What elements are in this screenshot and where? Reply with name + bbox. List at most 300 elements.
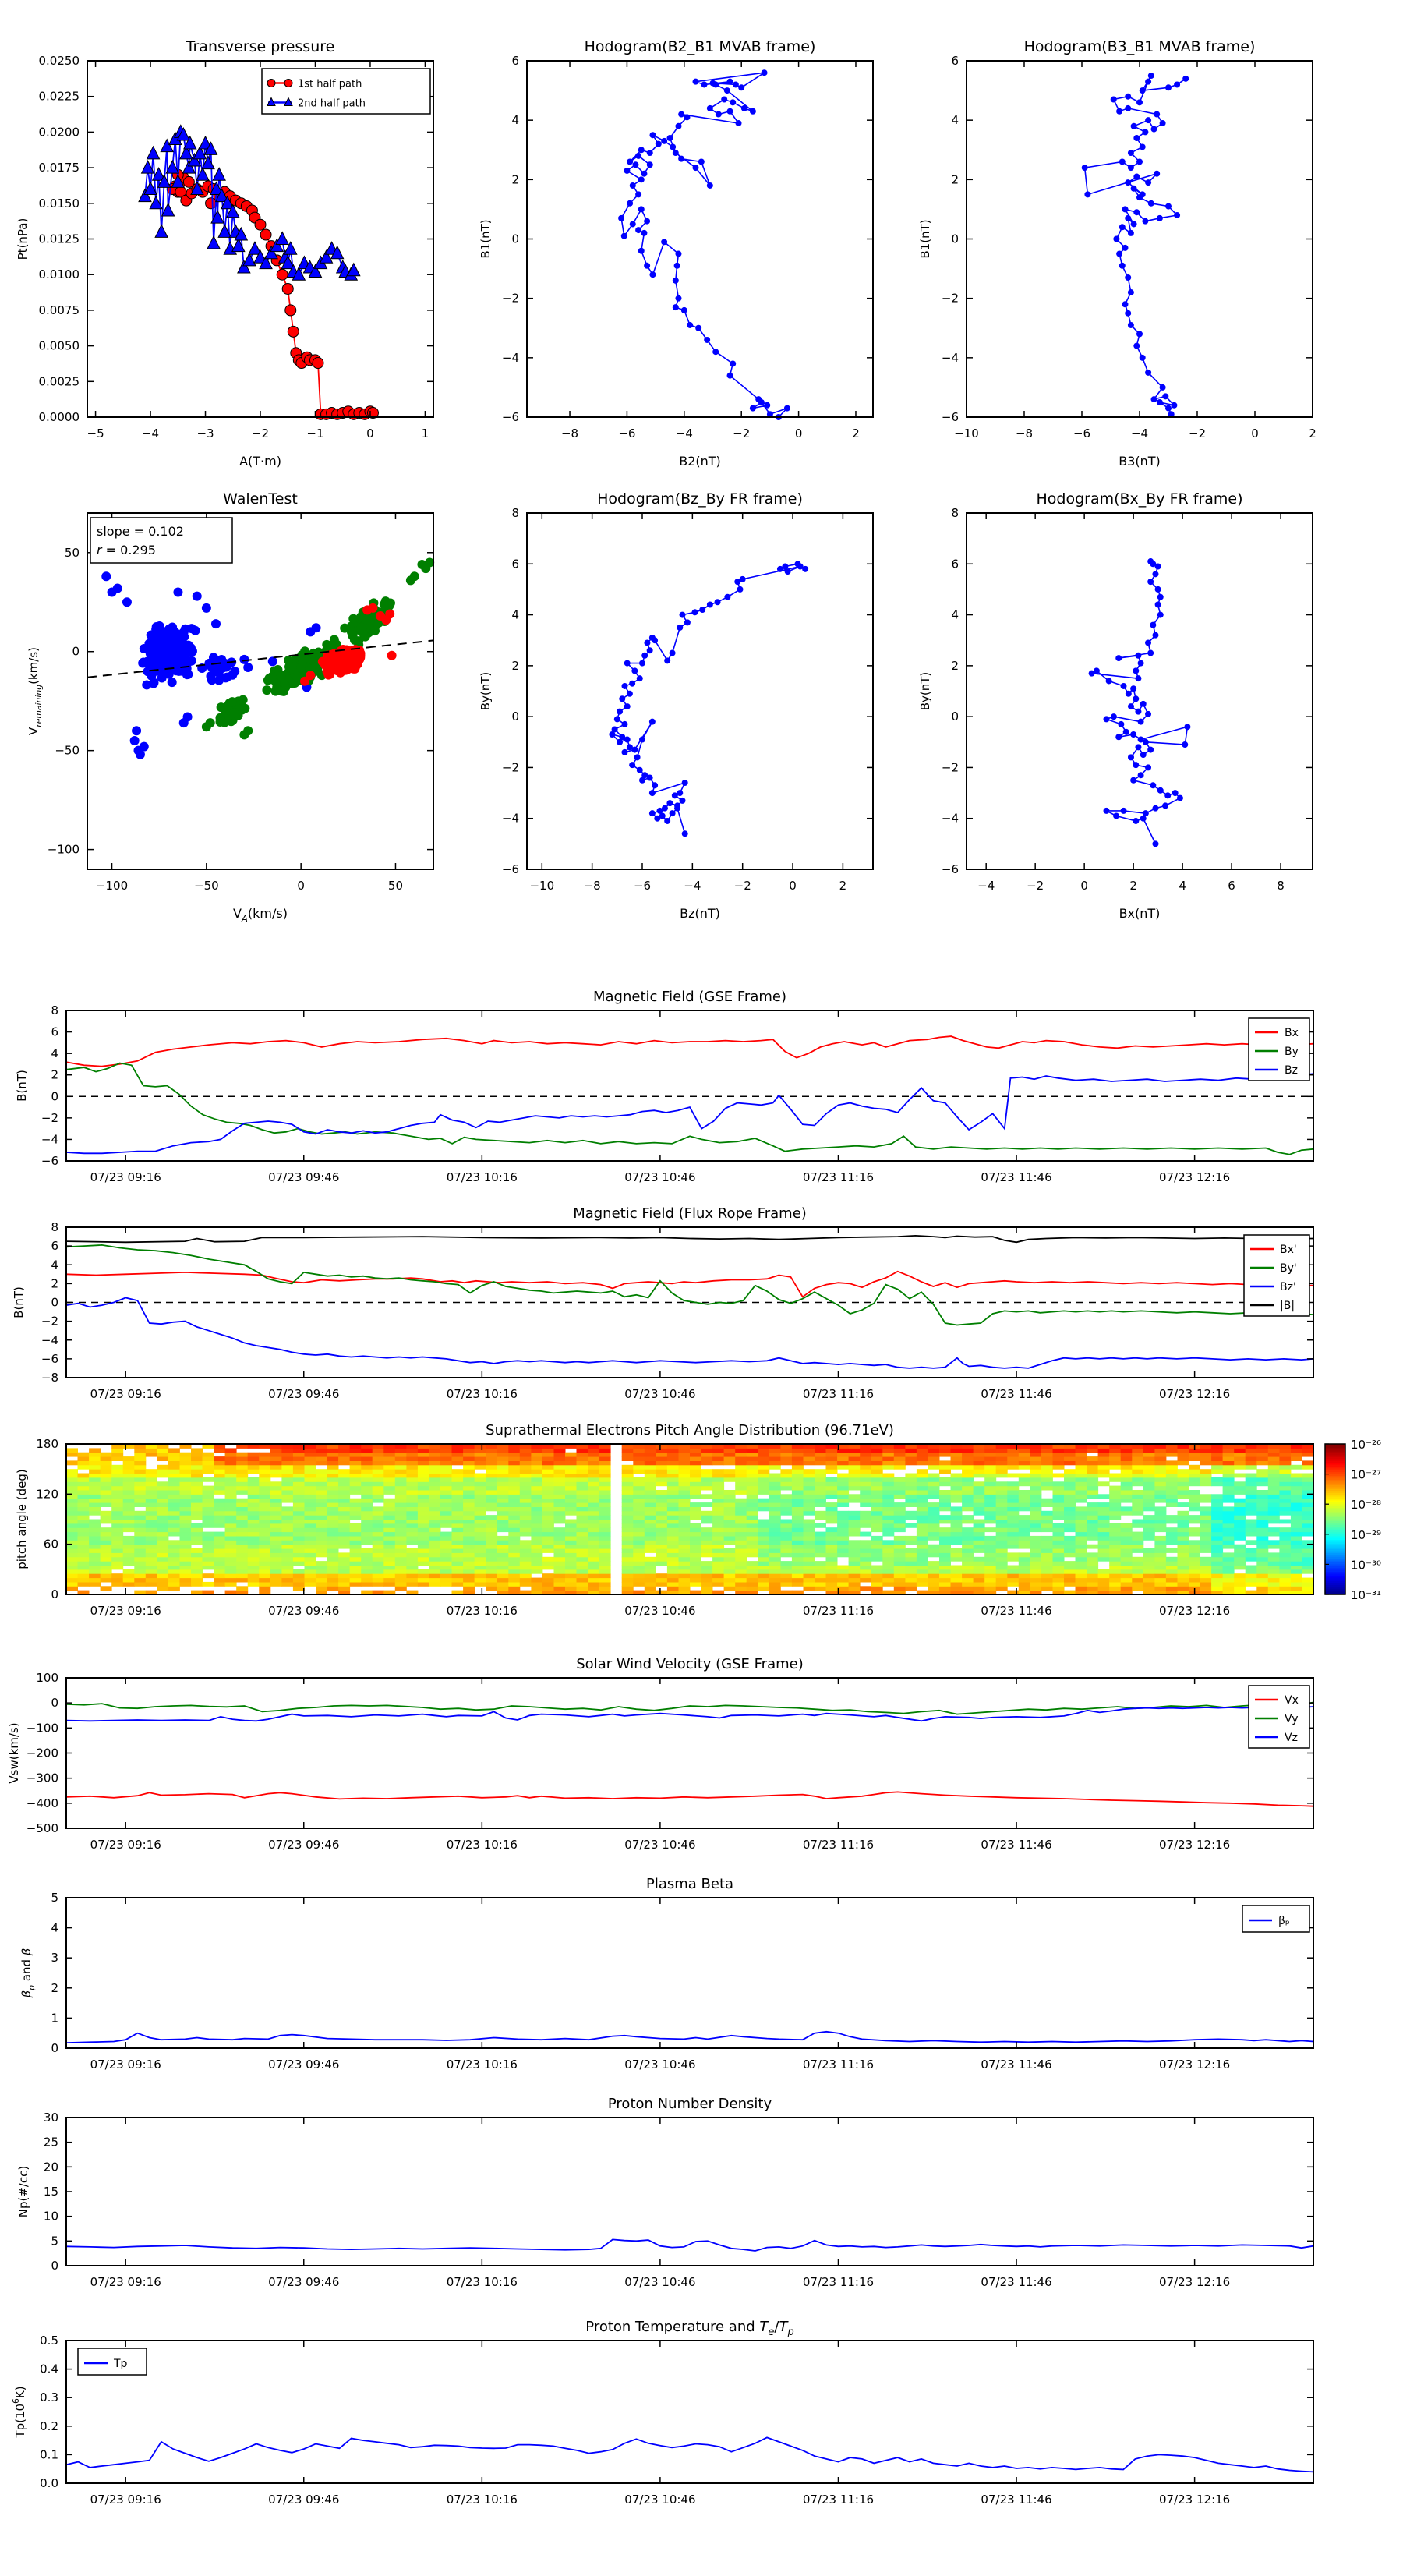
heatmap-cell [1166,1586,1178,1591]
heatmap-cell [894,1536,906,1541]
marker-triangle [213,168,225,180]
heatmap-cell [1087,1506,1098,1511]
heatmap-cell [418,1474,429,1478]
heatmap-cell [1064,1499,1076,1503]
heatmap-cell [281,1490,293,1495]
heatmap-cell [542,1502,554,1507]
heatmap-cell [1246,1548,1257,1553]
heatmap-cell [588,1540,599,1545]
heatmap-cell [724,1456,736,1461]
heatmap-cell [758,1527,769,1532]
heatmap-cell [508,1515,520,1520]
heatmap-cell [1132,1469,1143,1474]
heatmap-cell [860,1552,871,1557]
heatmap-cell [837,1515,849,1520]
heatmap-cell [1121,1448,1133,1453]
heatmap-cell [974,1578,985,1583]
heatmap-cell [735,1474,747,1478]
heatmap-cell [679,1453,691,1457]
heatmap-cell [305,1548,316,1553]
hodogram-point [1136,158,1143,165]
heatmap-cell [962,1548,974,1553]
heatmap-cell [1121,1569,1133,1574]
heatmap-cell [157,1578,168,1583]
heatmap-cell [1098,1545,1110,1549]
heatmap-cell [656,1578,667,1583]
heatmap-cell [860,1511,871,1516]
heatmap-cell [373,1448,384,1453]
heatmap-cell [134,1460,146,1465]
heatmap-cell [203,1520,214,1524]
heatmap-cell [667,1566,679,1570]
hodogram-point [609,731,615,738]
marker-circle [282,283,293,294]
heatmap-cell [350,1506,362,1511]
heatmap-cell [531,1499,542,1503]
heatmap-cell [962,1520,974,1524]
heatmap-cell [804,1586,815,1591]
heatmap-cell [1143,1552,1155,1557]
heatmap-cell [939,1573,951,1578]
heatmap-cell [1154,1578,1166,1583]
heatmap-cell [577,1506,588,1511]
heatmap-cell [928,1448,940,1453]
hodogram-point [1145,179,1151,186]
heatmap-cell [1041,1511,1053,1516]
heatmap-cell [939,1502,951,1507]
hodogram-point [1111,97,1117,103]
hodogram-point [649,132,656,138]
heatmap-cell [508,1545,520,1549]
heatmap-cell [520,1548,532,1553]
heatmap-cell [962,1545,974,1549]
heatmap-cell [939,1569,951,1574]
heatmap-cell [747,1586,758,1591]
heatmap-cell [747,1578,758,1583]
heatmap-cell [452,1460,464,1465]
heatmap-cell [962,1460,974,1465]
heatmap-cell [1019,1569,1030,1574]
heatmap-cell [236,1477,248,1482]
heatmap-cell [1211,1520,1223,1524]
scatter-point [228,697,237,706]
heatmap-cell [565,1540,577,1545]
panel-walen [27,490,434,924]
heatmap-cell [1007,1536,1019,1541]
heatmap-cell [225,1578,237,1583]
heatmap-cell [622,1502,634,1507]
heatmap-cell [236,1511,248,1516]
heatmap-cell [962,1527,974,1532]
heatmap-cell [974,1557,985,1562]
heatmap-cell [1178,1540,1189,1545]
heatmap-cell [429,1573,441,1578]
heatmap-cell [305,1453,316,1457]
heatmap-cell [951,1511,963,1516]
hodogram-point [777,566,783,572]
heatmap-cell [101,1527,112,1532]
heatmap-cell [214,1545,225,1549]
heatmap-cell [747,1566,758,1570]
heatmap-cell [837,1477,849,1482]
heatmap-cell [248,1460,260,1465]
heatmap-cell [996,1545,1008,1549]
heatmap-cell [429,1527,441,1532]
heatmap-cell [203,1453,214,1457]
heatmap-cell [1279,1586,1291,1591]
heatmap-cell [690,1506,702,1511]
heatmap-cell [520,1506,532,1511]
heatmap-cell [123,1540,135,1545]
heatmap-cell [225,1499,237,1503]
heatmap-cell [180,1561,192,1566]
heatmap-cell [214,1532,225,1537]
y-axis-label: Pt(nPa) [16,218,30,260]
heatmap-cell [815,1474,826,1478]
heatmap-cell [1007,1456,1019,1461]
annotation-slope: slope = 0.102 [97,524,184,539]
heatmap-cell [168,1506,180,1511]
heatmap-cell [361,1453,373,1457]
heatmap-cell [780,1511,792,1516]
heatmap-cell [849,1578,861,1583]
heatmap-cell [520,1502,532,1507]
heatmap-cell [1064,1566,1076,1570]
heatmap-cell [1030,1465,1041,1470]
heatmap-cell [1223,1511,1235,1516]
heatmap-cell [984,1582,996,1587]
heatmap-cell [1121,1540,1133,1545]
hodogram-point [1152,805,1158,812]
heatmap-cell [157,1582,168,1587]
heatmap-cell [690,1481,702,1486]
hodogram-point [675,251,681,257]
heatmap-cell [316,1520,327,1524]
heatmap-cell [248,1540,260,1545]
heatmap-cell [475,1515,486,1520]
heatmap-cell [259,1548,270,1553]
scatter-point [268,656,277,666]
heatmap-cell [758,1456,769,1461]
heatmap-cell [1064,1477,1076,1482]
heatmap-cell [191,1502,203,1507]
heatmap-cell [769,1515,781,1520]
y-tick-label: 0.0050 [39,339,80,353]
scatter-point [296,663,306,672]
heatmap-cell [917,1448,928,1453]
heatmap-cell [123,1494,135,1499]
heatmap-cell [656,1545,667,1549]
heatmap-cell [66,1566,78,1570]
scatter-point [387,651,397,660]
heatmap-cell [769,1578,781,1583]
heatmap-cell [327,1540,339,1545]
heatmap-cell [1268,1477,1280,1482]
heatmap-cell [747,1481,758,1486]
heatmap-cell [826,1515,838,1520]
hodogram-point [1119,224,1126,230]
scatter-point [348,614,358,624]
heatmap-cell [542,1448,554,1453]
heatmap-cell [951,1566,963,1570]
heatmap-cell [270,1582,282,1587]
legend-entry-label: Bz' [1280,1281,1296,1293]
heatmap-cell [894,1573,906,1578]
heatmap-cell [225,1474,237,1478]
scatter-point [175,658,184,667]
heatmap-cell [1234,1456,1246,1461]
hodogram-point [1172,790,1179,796]
hodogram-point [1160,384,1166,391]
marker-circle [277,269,288,280]
heatmap-cell [962,1557,974,1562]
heatmap-cell [1030,1569,1041,1574]
heatmap-cell [792,1532,804,1537]
heatmap-cell [338,1486,350,1491]
heatmap-cell [327,1578,339,1583]
heatmap-cell [395,1536,407,1541]
heatmap-cell [747,1456,758,1461]
heatmap-cell [1256,1477,1268,1482]
x-tick-label: −4 [1131,426,1148,441]
heatmap-cell [849,1582,861,1587]
y-tick-label: 0.0000 [39,410,80,424]
hodogram-point [1157,787,1164,794]
heatmap-cell [928,1477,940,1482]
hodogram-point [635,191,641,197]
heatmap-cell [735,1540,747,1545]
heatmap-cell [134,1474,146,1478]
hodogram-point [1128,754,1134,760]
heatmap-cell [1178,1552,1189,1557]
heatmap-cell [1132,1490,1143,1495]
heatmap-cell [917,1502,928,1507]
heatmap-cell [702,1515,713,1520]
heatmap-cell [1109,1561,1121,1566]
heatmap-cell [780,1540,792,1545]
heatmap-cell [520,1557,532,1562]
heatmap-cell [1019,1566,1030,1570]
heatmap-cell [440,1552,452,1557]
heatmap-cell [520,1561,532,1566]
heatmap-cell [531,1532,542,1537]
heatmap-cell [780,1561,792,1566]
heatmap-cell [452,1520,464,1524]
hodogram-point [675,123,681,129]
heatmap-cell [1234,1552,1246,1557]
heatmap-cell [984,1486,996,1491]
heatmap-cell [316,1586,327,1591]
heatmap-cell [804,1474,815,1478]
heatmap-cell [1279,1566,1291,1570]
heatmap-cell [996,1582,1008,1587]
heatmap-cell [486,1540,497,1545]
heatmap-cell [418,1502,429,1507]
heatmap-cell [373,1506,384,1511]
heatmap-cell [1121,1460,1133,1465]
y-tick-label: 2 [511,172,519,186]
heatmap-cell [327,1552,339,1557]
heatmap-cell [792,1494,804,1499]
heatmap-cell [849,1515,861,1520]
heatmap-cell [236,1490,248,1495]
heatmap-cell [1154,1486,1166,1491]
heatmap-cell [383,1540,395,1545]
heatmap-cell [894,1456,906,1461]
hodogram-point [1140,752,1147,758]
heatmap-cell [577,1536,588,1541]
heatmap-cell [905,1582,917,1587]
heatmap-cell [1007,1520,1019,1524]
heatmap-cell [123,1486,135,1491]
heatmap-cell [1121,1511,1133,1516]
heatmap-cell [293,1502,305,1507]
heatmap-cell [996,1515,1008,1520]
heatmap-cell [1200,1536,1212,1541]
heatmap-cell [101,1494,112,1499]
heatmap-cell [475,1481,486,1486]
heatmap-cell [758,1569,769,1574]
heatmap-cell [962,1474,974,1478]
y-axis-label: $V_{remaining}(km/s)$ [27,647,44,735]
heatmap-cell [1154,1552,1166,1557]
heatmap-cell [1154,1511,1166,1516]
heatmap-cell [769,1566,781,1570]
heatmap-cell [792,1515,804,1520]
heatmap-cell [1223,1520,1235,1524]
heatmap-cell [656,1552,667,1557]
heatmap-cell [508,1494,520,1499]
heatmap-cell [849,1486,861,1491]
hodogram-point [1151,396,1157,402]
heatmap-cell [1030,1460,1041,1465]
heatmap-cell [327,1582,339,1587]
heatmap-cell [565,1552,577,1557]
heatmap-cell [531,1515,542,1520]
hodogram-point [1145,639,1151,646]
heatmap-cell [599,1536,611,1541]
heatmap-cell [1279,1569,1291,1574]
heatmap-cell [1246,1511,1257,1516]
heatmap-cell [1200,1469,1212,1474]
heatmap-cell [1041,1540,1053,1545]
heatmap-cell [542,1474,554,1478]
heatmap-cell [1041,1515,1053,1520]
heatmap-cell [486,1527,497,1532]
heatmap-cell [882,1548,894,1553]
heatmap-cell [542,1540,554,1545]
heatmap-cell [111,1561,123,1566]
heatmap-cell [974,1523,985,1528]
heatmap-cell [1211,1481,1223,1486]
heatmap-cell [712,1557,724,1562]
heatmap-cell [747,1490,758,1495]
heatmap-cell [984,1494,996,1499]
heatmap-cell [1279,1520,1291,1524]
heatmap-cell [860,1474,871,1478]
heatmap-cell [406,1494,418,1499]
heatmap-cell [508,1499,520,1503]
series-first-half [172,175,373,414]
heatmap-cell [452,1523,464,1528]
x-tick-label: 2 [839,879,847,893]
heatmap-cell [146,1536,157,1541]
hodogram-point [684,114,690,120]
heatmap-cell [542,1490,554,1495]
hodogram-point [637,767,643,773]
heatmap-cell [815,1490,826,1495]
heatmap-cell [395,1532,407,1537]
heatmap-cell [520,1566,532,1570]
heatmap-cell [236,1506,248,1511]
heatmap-cell [1234,1481,1246,1486]
heatmap-cell [1143,1453,1155,1457]
heatmap-cell [327,1506,339,1511]
heatmap-cell [1234,1566,1246,1570]
heatmap-cell [89,1511,101,1516]
heatmap-cell [248,1520,260,1524]
heatmap-cell [327,1532,339,1537]
heatmap-cell [1076,1582,1087,1587]
heatmap-cell [1234,1523,1246,1528]
heatmap-cell [939,1545,951,1549]
heatmap-cell [712,1527,724,1532]
heatmap-cell [486,1490,497,1495]
hodogram-point [1154,111,1160,118]
scatter-point [179,718,189,727]
legend-entry-label: Bx' [1280,1244,1297,1256]
heatmap-cell [66,1502,78,1507]
heatmap-cell [463,1569,475,1574]
heatmap-cell [780,1499,792,1503]
heatmap-cell [542,1469,554,1474]
heatmap-cell [134,1527,146,1532]
heatmap-cell [928,1552,940,1557]
heatmap-cell [1087,1561,1098,1566]
heatmap-cell [1246,1582,1257,1587]
heatmap-cell [475,1569,486,1574]
heatmap-cell [724,1586,736,1591]
x-axis-label: Bz(nT) [680,906,720,921]
heatmap-cell [1143,1499,1155,1503]
heatmap-cell [996,1499,1008,1503]
heatmap-cell [281,1561,293,1566]
heatmap-cell [270,1578,282,1583]
heatmap-cell [1030,1586,1041,1591]
heatmap-cell [1200,1477,1212,1482]
heatmap-cell [497,1490,509,1495]
heatmap-cell [939,1582,951,1587]
axes-frame [967,513,1313,869]
heatmap-cell [1246,1578,1257,1583]
heatmap-cell [679,1557,691,1562]
heatmap-cell [622,1448,634,1453]
heatmap-cell [338,1494,350,1499]
heatmap-cell [1121,1545,1133,1549]
heatmap-cell [327,1523,339,1528]
hodogram-point [677,625,683,631]
heatmap-cell [101,1515,112,1520]
heatmap-cell [134,1502,146,1507]
heatmap-cell [486,1499,497,1503]
heatmap-cell [577,1448,588,1453]
heatmap-cell [1053,1511,1065,1516]
heatmap-cell [542,1460,554,1465]
x-tick-label: −4 [684,879,701,893]
heatmap-cell [1121,1548,1133,1553]
hodogram-point [1128,150,1134,156]
heatmap-cell [497,1477,509,1482]
